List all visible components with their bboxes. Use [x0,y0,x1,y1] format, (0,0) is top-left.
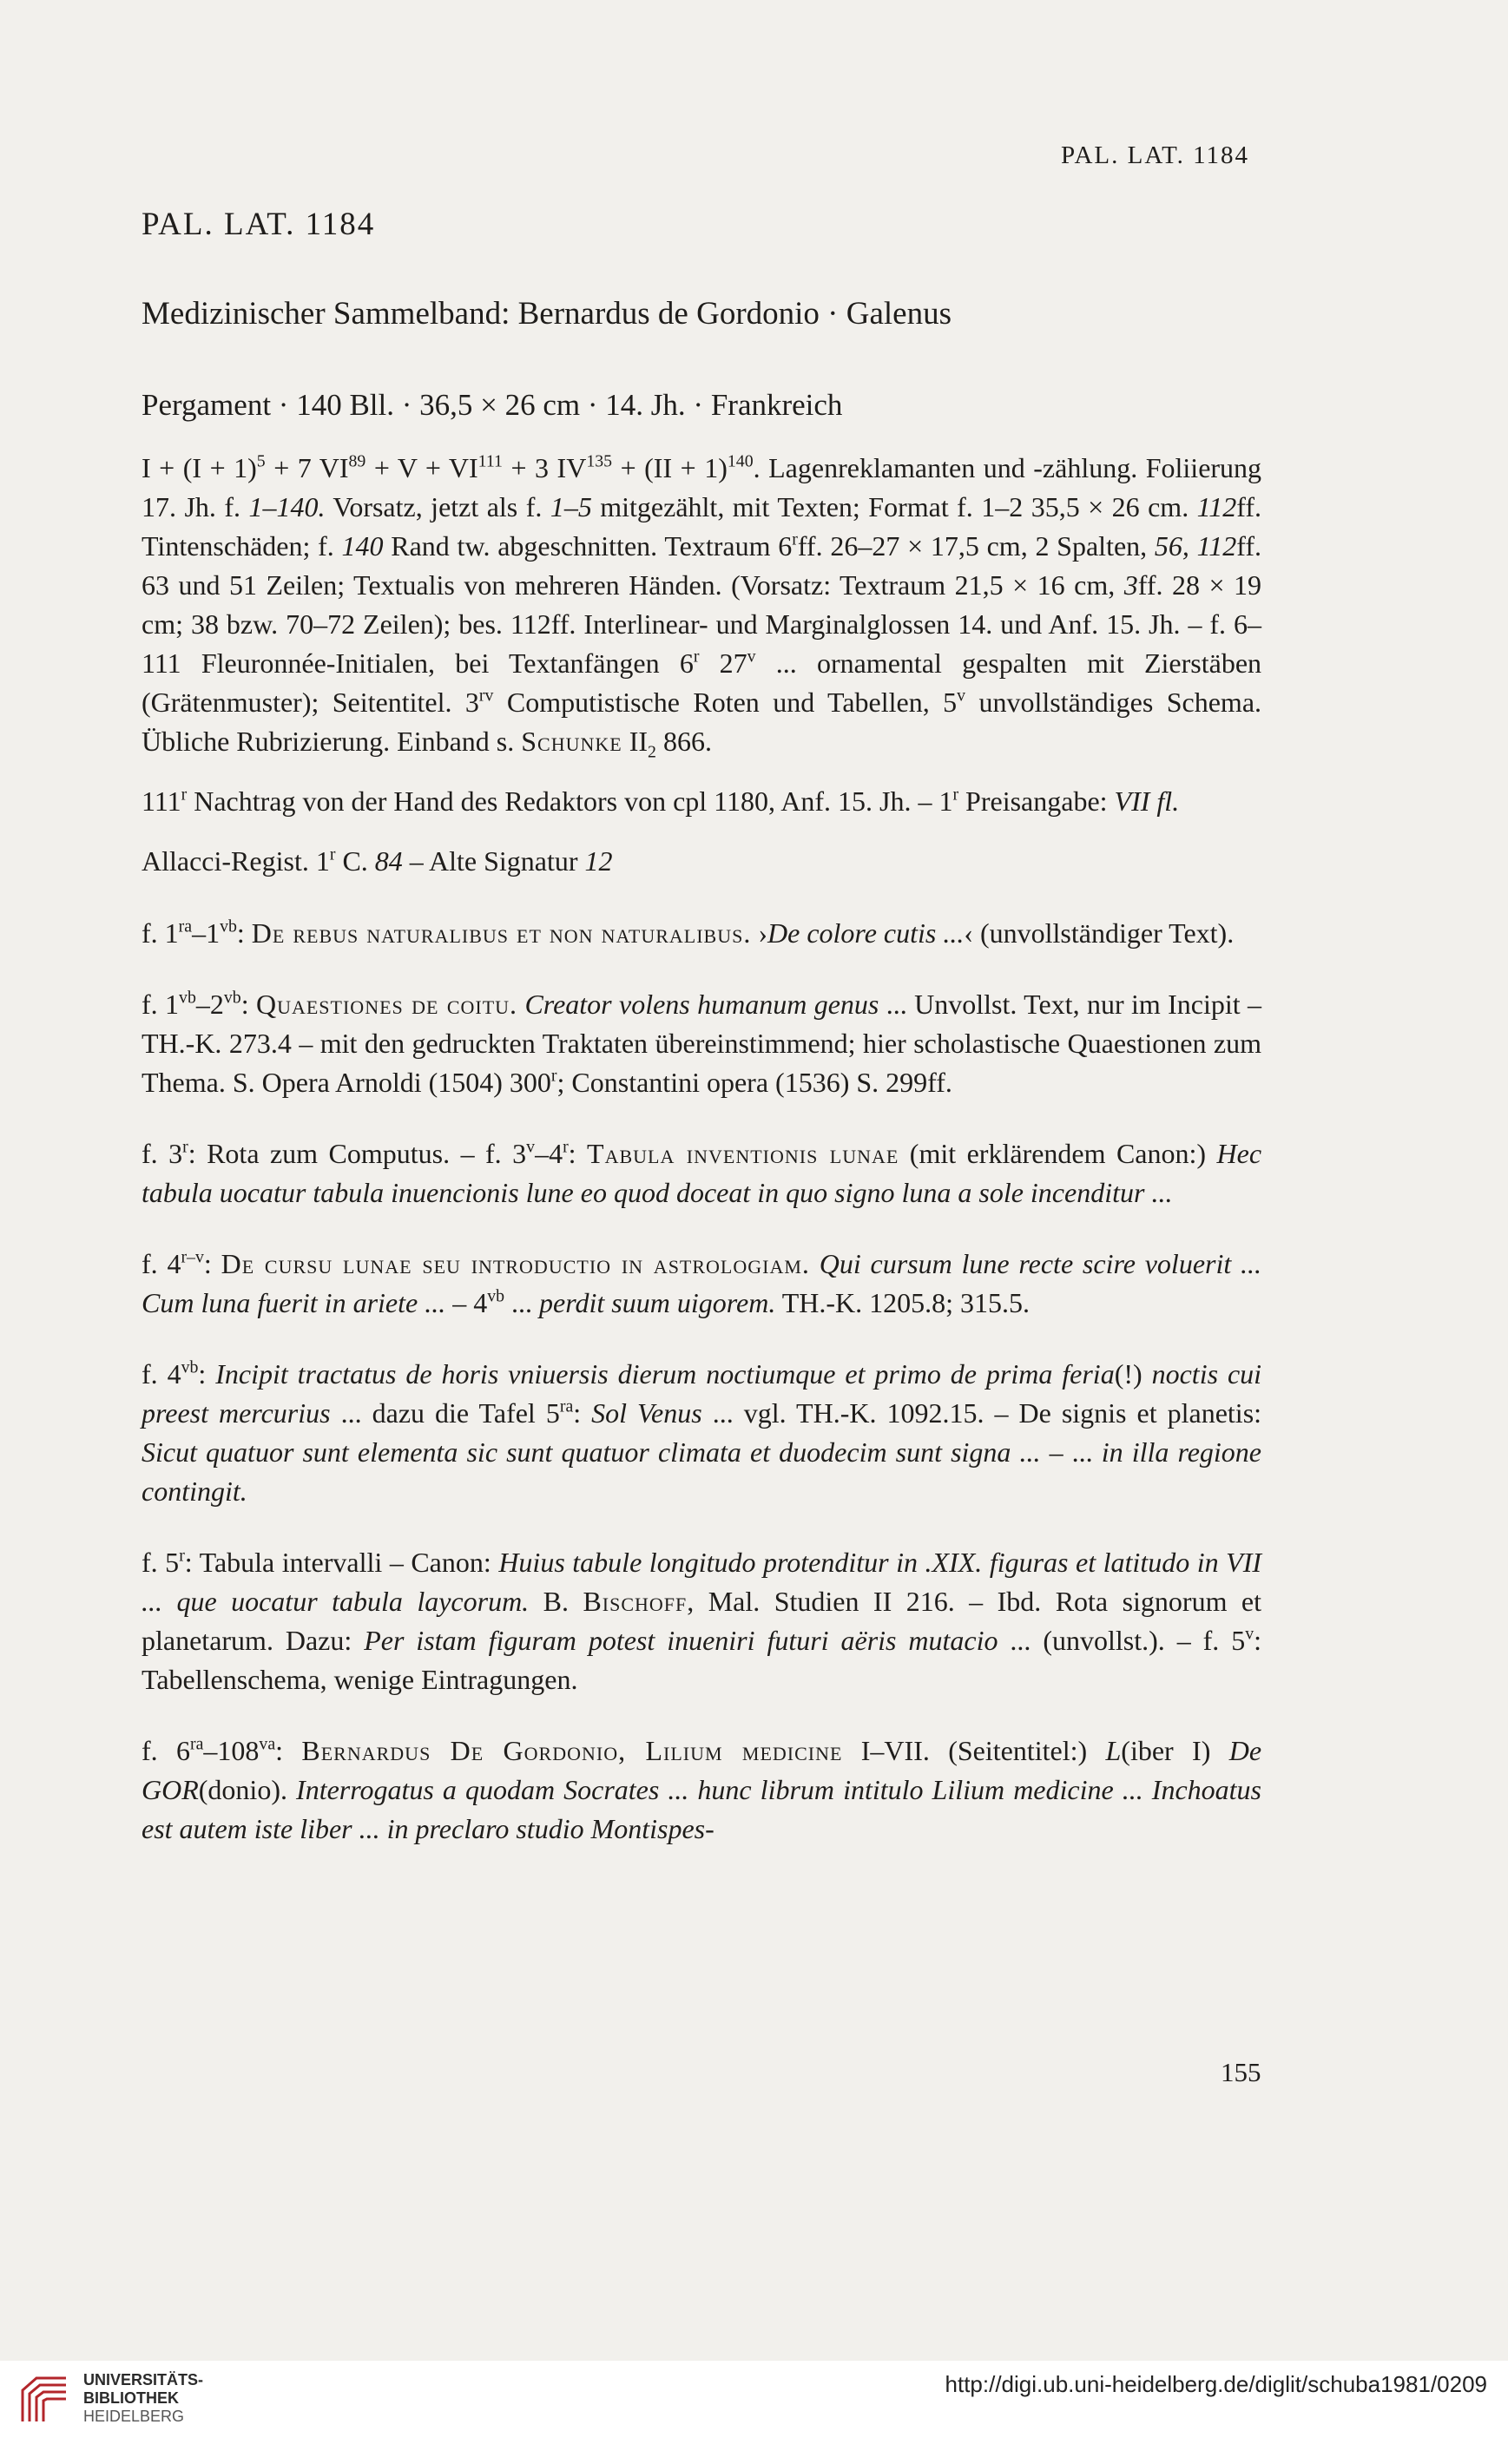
text-run: f. 1 [142,989,180,1020]
text-run: Vorsatz, jetzt als f. [325,491,550,522]
italic-run: 140 [341,530,384,562]
digitization-footer [0,2361,1508,2464]
text-run: : [275,1735,302,1766]
text-run: f. 6 [142,1735,191,1766]
text-run: unvollständiges Schema. Übliche Rubrizierung. Einband s. [142,687,1262,757]
superscript: 135 [586,451,613,471]
text-run: + (II + 1) [612,452,728,483]
text-run: f. 5 [142,1547,180,1578]
text-run: ; Constantini opera (1536) S. 299ff. [556,1067,952,1098]
smallcaps-run: Tabula inventionis lunae [587,1138,899,1169]
text-run: I + (I + 1) [142,452,257,483]
text-run: : [198,1358,216,1390]
text-run: ... Unvollst. Text, nur im Incipit – TH.-K. 273.4 – mit den gedruckten Traktaten übereinstimmend; hier scholastische Quaestionen zum Thema. S. Opera Arnoldi (1504) 300 [142,989,1262,1098]
italic-run: 84 [374,845,403,877]
text-run: f. 1 [142,917,179,949]
superscript: rv [478,686,494,706]
library-name-line: BIBLIOTHEK [83,2389,179,2407]
italic-run: 1–5 [550,491,592,522]
contents-entry-7 [142,1731,1261,1849]
superscript: 5 [256,451,266,471]
catalog-entry [142,205,1261,1881]
text-run: . Lagenreklamanten und -zählung. Foliierung 17. Jh. f. [142,452,1262,522]
italic-run: 3 [1123,569,1138,601]
smallcaps-run: Quaestiones de coitu. [255,989,518,1020]
text-run: , Mal. Studien II 216. – Ibd. Rota signorum et planetarum. Dazu: [142,1586,1262,1656]
italic-run: De GOR [142,1735,1262,1805]
contents-entry-5 [142,1355,1261,1511]
page-number: 155 [1221,2057,1261,2087]
superscript: vb [181,1357,199,1377]
text-run: ... [504,1287,540,1318]
text-run: 866. [655,726,712,757]
smallcaps-run: De cursu lunae seu introductio in astrologiam. [221,1248,810,1279]
italic-run: noctis cui preest mercurius [142,1358,1262,1429]
text-run: Allacci-Regist. 1 [142,845,330,877]
italic-run: Hec tabula uocatur tabula inuencionis lune eo quod doceat in quo signo luna a sole incenditur ... [142,1138,1262,1208]
superscript: v [747,647,756,667]
text-run: Rand tw. abgeschnitten. Textraum 6 [383,530,793,562]
italic-run: 1–140. [248,491,326,522]
text-run: C. [335,845,375,877]
superscript: ra [178,917,193,936]
later-addition-note [142,782,1261,821]
text-run: : [568,1138,588,1169]
italic-run: Incipit tractatus de horis vniuersis dierum noctiumque et primo de prima feria [215,1358,1115,1390]
superscript: ra [190,1734,204,1754]
contents-entry-3 [142,1134,1261,1212]
superscript: v [957,686,966,706]
italic-run: Interrogatus a quodam Socrates ... hunc librum intitulo Lilium medicine ... Inchoatus est autem iste liber ... in preclaro studio Montispes- [142,1774,1262,1844]
superscript: v [1245,1624,1254,1644]
text-run: Preisangabe: [958,785,1115,817]
text-run: (!) [1114,1358,1152,1390]
library-name-line: HEIDELBERG [83,2408,185,2425]
text-run: ... (unvollst.). – f. 5 [998,1625,1246,1656]
text-run: ff. 63 und 51 Zeilen; Textualis von mehreren Händen. (Vorsatz: Textraum 21,5 × 16 cm, [142,530,1262,601]
text-run: 27 [699,647,747,679]
text-run: – ... [1040,1436,1102,1468]
text-run: – Alte Signatur [402,845,585,877]
superscript: r [693,647,700,667]
smallcaps-run: Schunke [521,726,622,757]
superscript: r [181,785,188,805]
text-run: ... dazu die Tafel 5 [330,1397,560,1429]
italic-run: 12 [584,845,613,877]
italic-run: 56, 112 [1154,530,1237,562]
text-run: (donio). [198,1774,297,1805]
text-run: (iber I) [1121,1735,1229,1766]
italic-run: 112 [1196,491,1237,522]
italic-run: in illa regione contingit. [142,1436,1262,1507]
contents-entry-1 [142,914,1261,953]
superscript: r [179,1546,185,1566]
italic-run: VII fl. [1114,785,1180,817]
codicological-description [142,449,1261,761]
italic-run: Qui cursum lune recte scire voluerit ... Cum luna fuerit in ariete ... [142,1248,1262,1318]
smallcaps-run: Bischoff [583,1586,688,1617]
superscript: 111 [477,451,503,471]
text-run: + V + VI [365,452,478,483]
text-run: –1 [192,917,221,949]
superscript: r [550,1066,557,1086]
superscript: r [952,785,959,805]
contents-entry-6 [142,1543,1261,1699]
contents-entry-2 [142,985,1261,1102]
text-run: f. 3 [142,1138,183,1169]
text-run: : [236,917,252,949]
running-head: PAL. LAT. 1184 [1061,141,1250,169]
superscript: vb [220,917,237,936]
text-run: mitgezählt, mit Texten; Format f. 1–2 35,5 × 26 cm. [591,491,1197,522]
text-run: + 3 IV [502,452,587,483]
text-run: + 7 VI [265,452,349,483]
text-run: : Tabula intervalli – Canon: [184,1547,499,1578]
text-run: B. [529,1586,583,1617]
text-run: –108 [203,1735,260,1766]
text-run: ‹ (unvollständiger Text). [964,917,1235,949]
text-run: II [622,726,649,757]
text-run: ff. 28 × 19 cm; 38 bzw. 70–72 Zeilen); bes. 112ff. Interlinear- und Marginalglossen 14. und Anf. 15. Jh. – f. 6–111 Fleuronnée-Initialen, bei Textanfängen 6 [142,569,1262,679]
physical-summary: Pergament · 140 Bll. · 36,5 × 26 cm · 14. Jh. · Frankreich [142,388,843,422]
text-run: : Tabellenschema, wenige Eintragungen. [142,1625,1262,1695]
source-url-link[interactable]: http://digi.ub.uni-heidelberg.de/diglit/schuba1981/0209 [945,2371,1487,2397]
text-run: : [573,1397,592,1429]
superscript: r [563,1137,569,1157]
text-run: 111 [142,785,181,817]
text-run: › [751,917,768,949]
text-run: : [240,989,256,1020]
text-run: ... vgl. TH.-K. 1092.15. – De signis et planetis: [701,1397,1262,1429]
library-name-line: UNIVERSITÄTS- [83,2371,204,2388]
superscript: r–v [181,1247,204,1267]
superscript: v [526,1137,536,1157]
text-run: ff. 26–27 × 17,5 cm, 2 Spalten, [797,530,1155,562]
text-run: ff. Tintenschäden; f. [142,491,1262,562]
text-run: Nachtrag von der Hand des Redaktors von cpl 1180, Anf. 15. Jh. – 1 [187,785,953,817]
text-run: f. 4 [142,1248,181,1279]
text-run: f. 4 [142,1358,181,1390]
text-run: (mit erklärendem Canon:) [899,1138,1217,1169]
smallcaps-run: Bernardus De Gordonio, Lilium medicine [301,1735,843,1766]
italic-run: Huius tabule longitudo protenditur in .XIX. figuras et latitudo in VII ... que uocatur tabula laycorum. [142,1547,1262,1617]
text-run: Computistische Roten und Tabellen, 5 [493,687,958,718]
text-run: TH.-K. 1205.8; 315.5. [775,1287,1031,1318]
superscript: r [792,529,798,549]
italic-run: Sol Venus [591,1397,702,1429]
italic-run: Creator volens humanum genus [524,989,879,1020]
allacci-register-note [142,842,1261,881]
text-run: –2 [195,989,224,1020]
superscript: r [329,844,336,864]
text-run: : Rota zum Computus. – f. 3 [188,1138,527,1169]
text-run [810,1248,820,1279]
superscript: vb [487,1286,505,1306]
text-run: – 4 [445,1287,488,1318]
italic-run: perdit suum uigorem. [539,1287,776,1318]
text-run: I–VII. (Seitentitel:) [842,1735,1106,1766]
text-run: : [203,1248,221,1279]
superscript: va [259,1734,276,1754]
subscript: 2 [648,742,656,762]
superscript: 89 [348,451,366,471]
superscript: vb [179,988,196,1008]
superscript: 140 [727,451,754,471]
superscript: vb [223,988,241,1008]
contents-entry-4 [142,1245,1261,1323]
superscript: ra [559,1396,574,1416]
superscript: r [182,1137,188,1157]
italic-run: Sicut quatuor sunt elementa sic sunt quatuor climata et duodecim sunt signa ... [142,1436,1041,1468]
manuscript-title: Medizinischer Sammelband: Bernardus de Gordonio · Galenus [142,296,952,332]
italic-run: L [1105,1735,1122,1766]
italic-run: Per istam figuram potest inueniri futuri aëris mutacio [364,1625,998,1656]
text-run: –4 [535,1138,563,1169]
smallcaps-run: De rebus naturalibus et non naturalibus. [251,917,752,949]
text-run: ... ornamental gespalten mit Zierstäben (Grätenmuster); Seitentitel. 3 [142,647,1262,718]
italic-run: De colore cutis ... [767,917,965,949]
library-name [83,2371,203,2426]
shelfmark-heading: PAL. LAT. 1184 [142,207,376,242]
library-logo-icon [17,2373,71,2427]
